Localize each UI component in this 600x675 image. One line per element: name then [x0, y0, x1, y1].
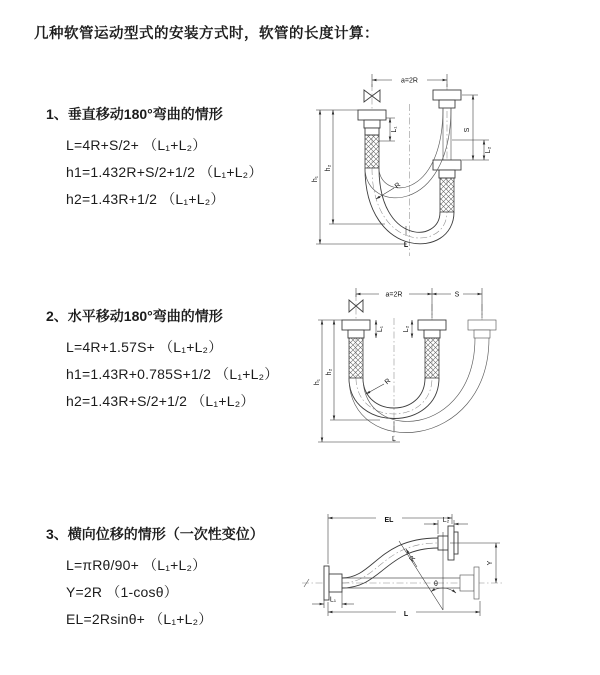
dim-label-l: L [403, 611, 409, 618]
section-1-heading: 1、垂直移动180°弯曲的情形 [46, 106, 223, 122]
dimensions [314, 288, 482, 443]
right-fitting-lower [433, 160, 461, 178]
dim-label-l1: L₁ [391, 126, 398, 133]
dim-label-r: R [383, 377, 393, 387]
dim-label-a2r: a=2R [401, 77, 418, 85]
right-fitting-shifted [468, 320, 496, 338]
left-fitting [342, 320, 370, 338]
formula-line: L=4R+1.57S+ （L₁+L₂） [66, 339, 223, 355]
section-2 [46, 306, 316, 416]
middle-hose-braid [425, 338, 439, 378]
dim-label-r: R [408, 554, 418, 564]
dim-label-s: S [454, 291, 460, 299]
left-hose-braid [349, 338, 363, 378]
dim-label-a2r: a=2R [385, 291, 403, 299]
formula-line: h1=1.432R+S/2+1/2 （L₁+L₂） [66, 164, 263, 180]
dim-label-el: EL [384, 517, 394, 524]
hose-position-near [349, 378, 439, 419]
left-hose-braid [365, 135, 379, 168]
formula-line: h1=1.43R+0.785S+1/2 （L₁+L₂） [66, 366, 279, 382]
section-3 [46, 524, 316, 634]
dim-label-r: R [393, 181, 403, 191]
formula-line: Y=2R （1-cosθ） [66, 584, 178, 600]
dimensions [312, 74, 492, 249]
dim-label-theta: θ [434, 581, 438, 588]
formula-line: L=4R+S/2+ （L₁+L₂） [66, 137, 207, 153]
dim-label-l1: L₁ [377, 325, 384, 333]
formula-line: h2=1.43R+S/2+1/2 （L₁+L₂） [66, 393, 255, 409]
dim-label-l: L [403, 242, 409, 249]
formula-line: L=πRθ/90+ （L₁+L₂） [66, 557, 207, 573]
dim-label-y: Y [487, 560, 494, 566]
dimensions [312, 514, 500, 618]
dim-label-l2: L₂ [403, 325, 410, 333]
dim-label-l: L [392, 436, 396, 443]
dim-label-l2: L₂ [442, 517, 450, 524]
dim-label-l1: L₁ [329, 596, 337, 604]
section-3-heading: 3、横向位移的情形（一次性变位） [46, 526, 264, 542]
diagram-lateral-displacement [296, 496, 600, 662]
dim-label-s: S [464, 127, 471, 133]
section-2-heading: 2、水平移动180°弯曲的情形 [46, 308, 223, 324]
formula-line: EL=2Rsinθ+ （L₁+L₂） [66, 611, 213, 627]
middle-fitting [418, 320, 446, 338]
hose-position-far [349, 338, 489, 433]
dim-label-h2: h₂ [325, 164, 332, 172]
dim-label-l2: L₂ [485, 146, 492, 154]
diagram-vertical-180-bend [306, 64, 546, 260]
left-fitting [358, 110, 386, 135]
diagram-horizontal-180-bend [308, 280, 600, 458]
right-hose-braid [440, 178, 454, 212]
page-title: 几种软管运动型式的安装方式时，软管的长度计算： [34, 26, 379, 42]
left-flange-fitting [324, 566, 342, 600]
dim-label-h1: h₁ [312, 175, 319, 183]
formula-line: h2=1.43R+1/2 （L₁+L₂） [66, 191, 225, 207]
right-flange-original [460, 567, 479, 599]
dim-label-h2: h₂ [326, 368, 333, 376]
right-fitting-upper [433, 90, 461, 108]
section-1 [46, 104, 316, 214]
dim-label-h1: h₁ [314, 378, 321, 386]
